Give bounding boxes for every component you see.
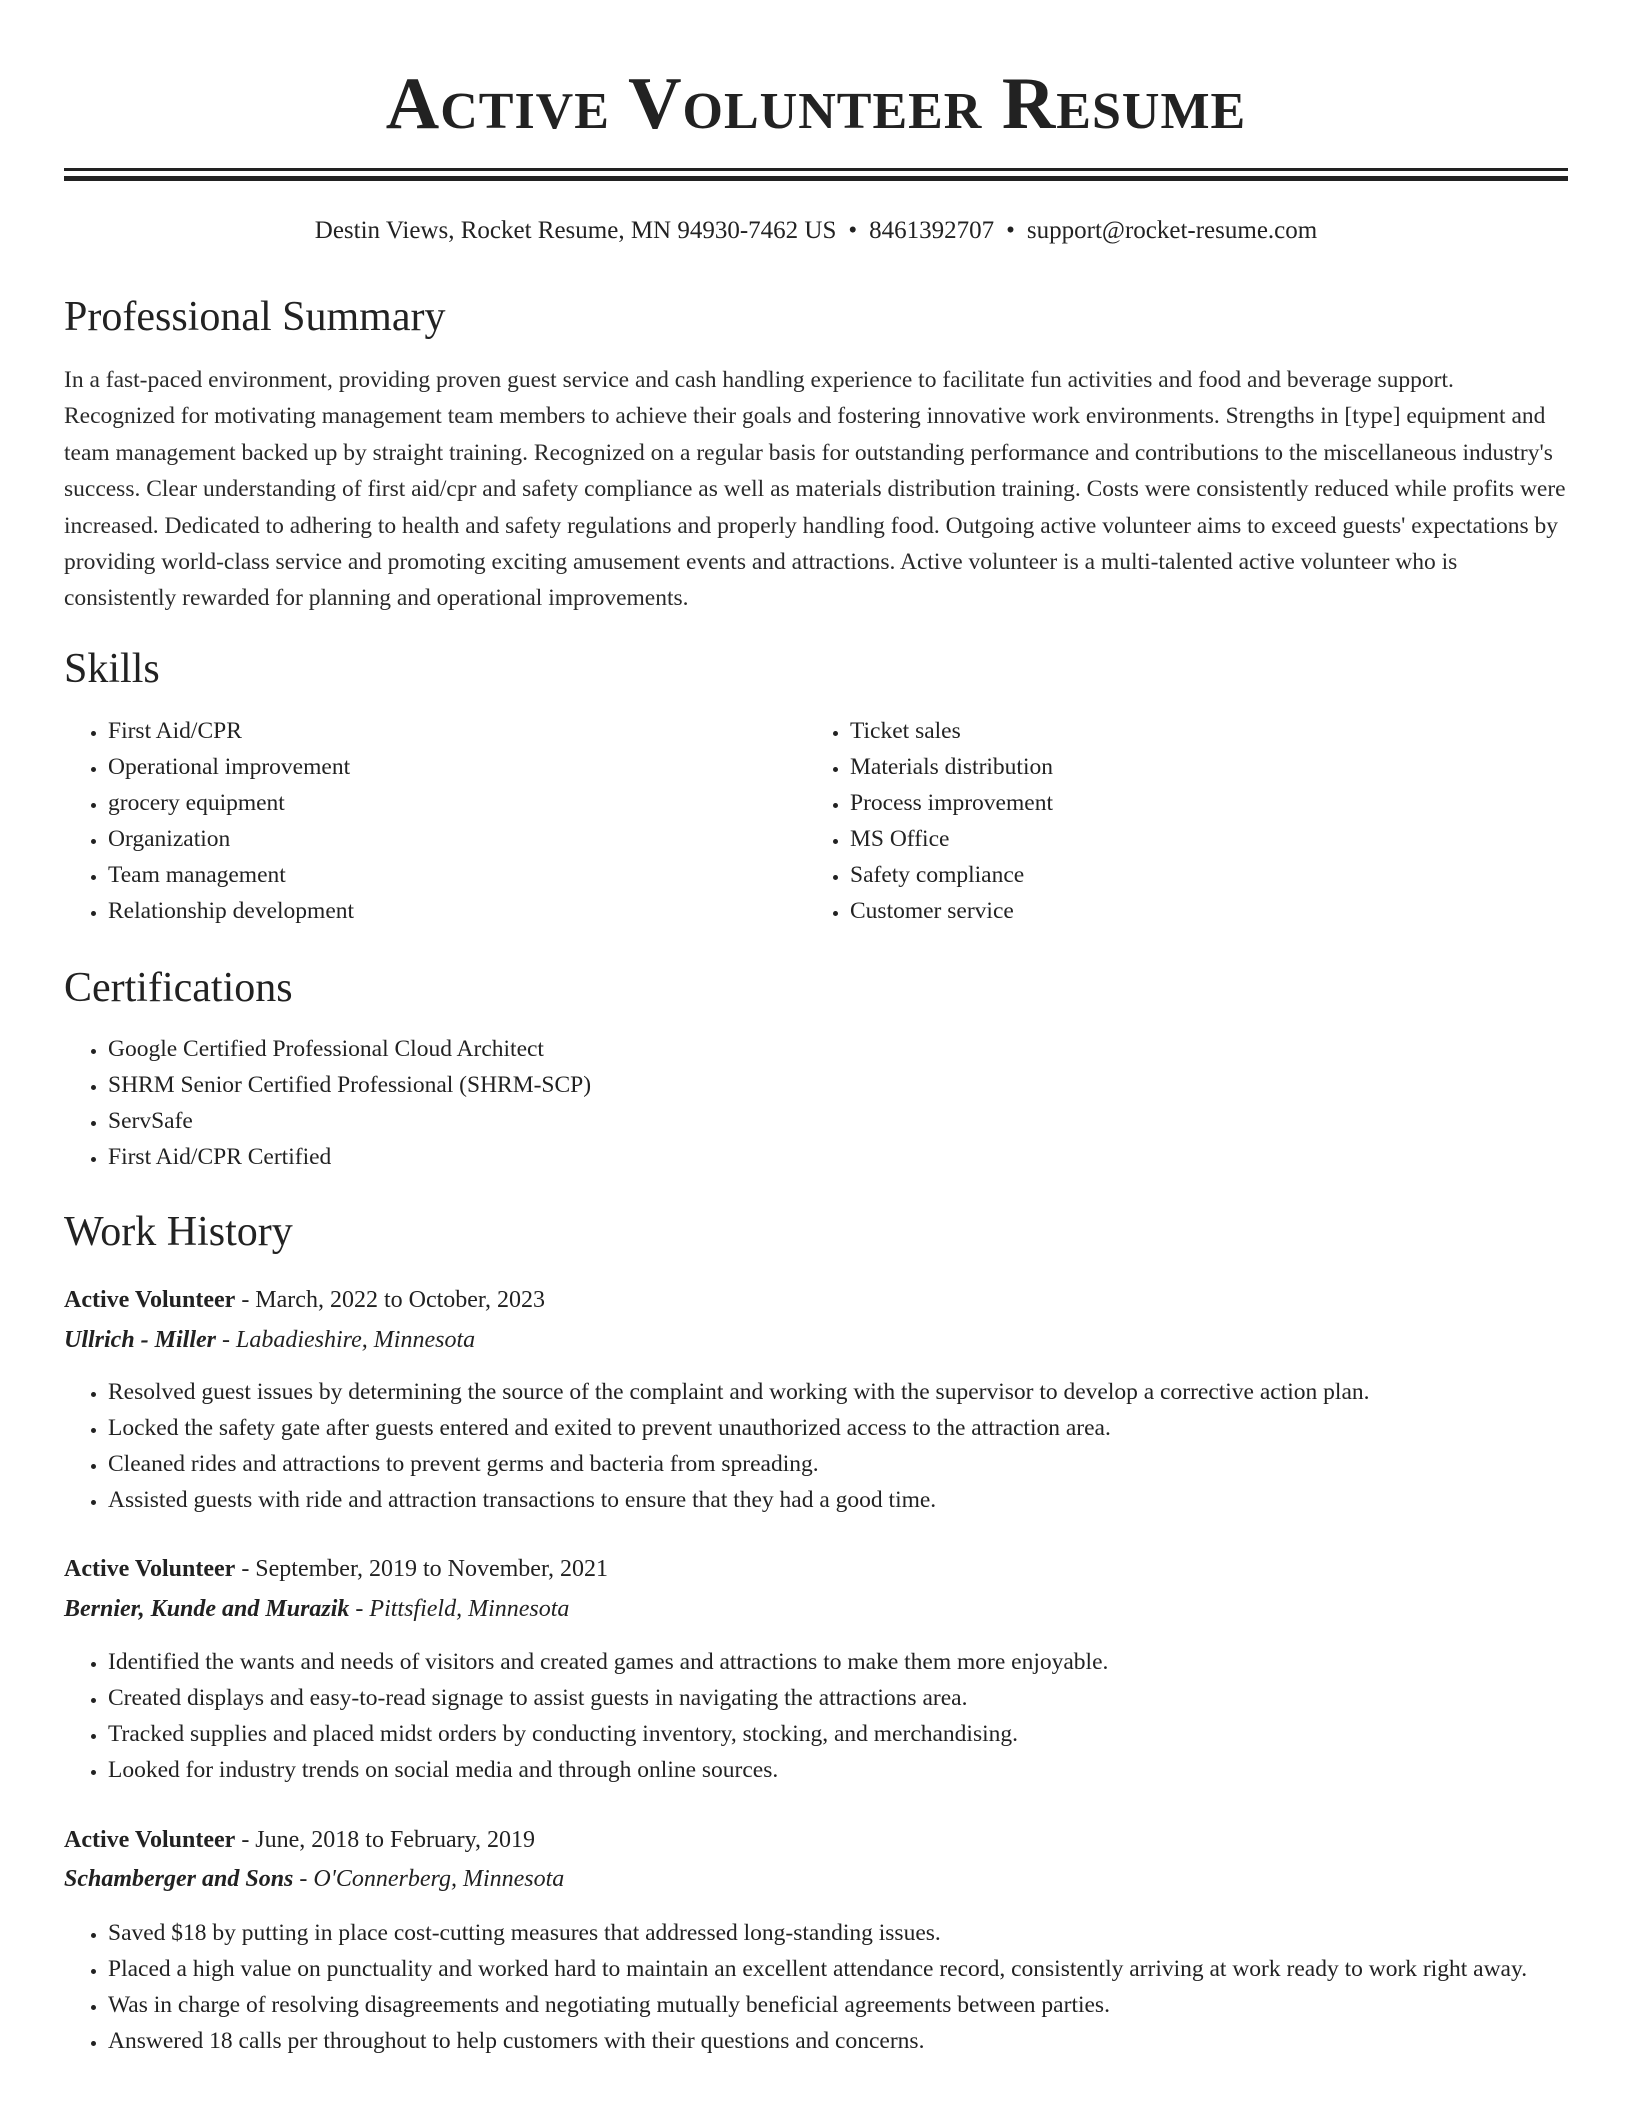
skill-item: • Organization	[108, 821, 798, 857]
job-heading	[64, 1552, 608, 1586]
job-bullet: • Looked for industry trends on social media and through online sources.	[108, 1752, 1568, 1788]
contact-line	[64, 214, 1568, 248]
job-dates: - September, 2019 to November, 2021	[235, 1556, 608, 1582]
skill-item: • First Aid/CPR	[108, 713, 798, 749]
contact-separator: •	[848, 217, 858, 244]
certifications-list	[64, 1031, 1568, 1175]
job-employer	[64, 1323, 475, 1357]
skill-item: • Ticket sales	[850, 713, 1550, 749]
job-heading	[64, 1283, 545, 1317]
job-bullet: • Resolved guest issues by determining the source of the complaint and working with the supervisor to develop a corrective action plan.	[108, 1374, 1568, 1410]
certification-item: • ServSafe	[108, 1103, 1568, 1139]
job-bullet: • Assisted guests with ride and attraction transactions to ensure that they had a good time.	[108, 1482, 1568, 1518]
certification-item: • First Aid/CPR Certified	[108, 1139, 1568, 1175]
skill-item: • Relationship development	[108, 893, 798, 929]
job-company: Ullrich - Miller	[64, 1327, 217, 1353]
contact-phone: 8461392707	[869, 217, 995, 244]
job-bullet: • Tracked supplies and placed midst orders by conducting inventory, stocking, and merchandising.	[108, 1716, 1568, 1752]
skills-list-right	[806, 713, 1550, 929]
job-location: - Pittsfield, Minnesota	[349, 1596, 570, 1622]
skill-item: • MS Office	[850, 821, 1550, 857]
job-company: Schamberger and Sons	[64, 1866, 294, 1892]
skills-list-left	[64, 713, 798, 929]
job-title: Active Volunteer	[64, 1827, 236, 1853]
skill-item: • grocery equipment	[108, 785, 798, 821]
skill-item: • Materials distribution	[850, 749, 1550, 785]
certification-item: • Google Certified Professional Cloud Architect	[108, 1031, 1568, 1067]
job-bullet: • Answered 18 calls per throughout to help customers with their questions and concerns.	[108, 2023, 1568, 2059]
job-bullet: • Placed a high value on punctuality and worked hard to maintain an excellent attendance record, consistently arriving at work ready to work right away.	[108, 1951, 1568, 1987]
job-dates: - June, 2018 to February, 2019	[235, 1827, 536, 1853]
job-bullet: • Identified the wants and needs of visitors and created games and attractions to make them more enjoyable.	[108, 1644, 1568, 1680]
skill-item: • Safety compliance	[850, 857, 1550, 893]
job-bullet: • Locked the safety gate after guests entered and exited to prevent unauthorized access to the attraction area.	[108, 1410, 1568, 1446]
contact-address: Destin Views, Rocket Resume, MN 94930-7462 US	[314, 217, 837, 244]
skill-item: • Customer service	[850, 893, 1550, 929]
skills-heading: Skills	[64, 646, 160, 692]
skill-item: • Operational improvement	[108, 749, 798, 785]
contact-email: support@rocket-resume.com	[1026, 217, 1318, 244]
job-location: - O'Connerberg, Minnesota	[293, 1866, 565, 1892]
job-bullet: • Cleaned rides and attractions to prevent germs and bacteria from spreading.	[108, 1446, 1568, 1482]
job-dates: - March, 2022 to October, 2023	[235, 1287, 545, 1313]
summary-heading: Professional Summary	[64, 294, 446, 340]
title-rule-top	[64, 168, 1568, 171]
skill-item: • Process improvement	[850, 785, 1550, 821]
job-location: - Labadieshire, Minnesota	[216, 1327, 476, 1353]
job-bullets	[64, 1374, 1568, 1518]
job-bullets	[64, 1915, 1568, 2059]
job-employer	[64, 1862, 564, 1896]
job-title: Active Volunteer	[64, 1287, 236, 1313]
resume-title: Active Volunteer Resume	[385, 63, 1247, 145]
title-rule-bottom	[64, 176, 1568, 181]
contact-separator: •	[1006, 217, 1015, 244]
job-bullet: • Was in charge of resolving disagreements and negotiating mutually beneficial agreements between parties.	[108, 1987, 1568, 2023]
job-title: Active Volunteer	[64, 1556, 236, 1582]
skill-item: • Team management	[108, 857, 798, 893]
job-bullets	[64, 1644, 1568, 1788]
job-bullet: • Saved $18 by putting in place cost-cutting measures that addressed long-standing issues.	[108, 1915, 1568, 1951]
certifications-heading: Certifications	[64, 965, 293, 1011]
certification-item: • SHRM Senior Certified Professional (SHRM-SCP)	[108, 1067, 1568, 1103]
job-employer	[64, 1592, 569, 1626]
job-bullet: • Created displays and easy-to-read signage to assist guests in navigating the attractions area.	[108, 1680, 1568, 1716]
summary-text: In a fast-paced environment, providing proven guest service and cash handling experience to facilitate fun activities and food and beverage support. Recognized for motivating management team members to achieve their goals and fostering innovative work environments. Strengths in [type] equipment and team management backed up by straight training. Recognized on a regular basis for outstanding performance and contributions to the miscellaneous industry's success. Clear understanding of first aid/cpr and safety compliance as well as materials distribution training. Costs were consistently reduced while profits were increased. Dedicated to adhering to health and safety regulations and properly handling food. Outgoing active volunteer aims to exceed guests' expectations by providing world-class service and promoting exciting amusement events and attractions. Active volunteer is a multi-talented active volunteer who is consistently rewarded for planning and operational improvements.	[64, 367, 1566, 612]
job-company: Bernier, Kunde and Murazik	[64, 1596, 350, 1622]
work-history-heading: Work History	[64, 1209, 293, 1255]
job-heading	[64, 1823, 535, 1857]
